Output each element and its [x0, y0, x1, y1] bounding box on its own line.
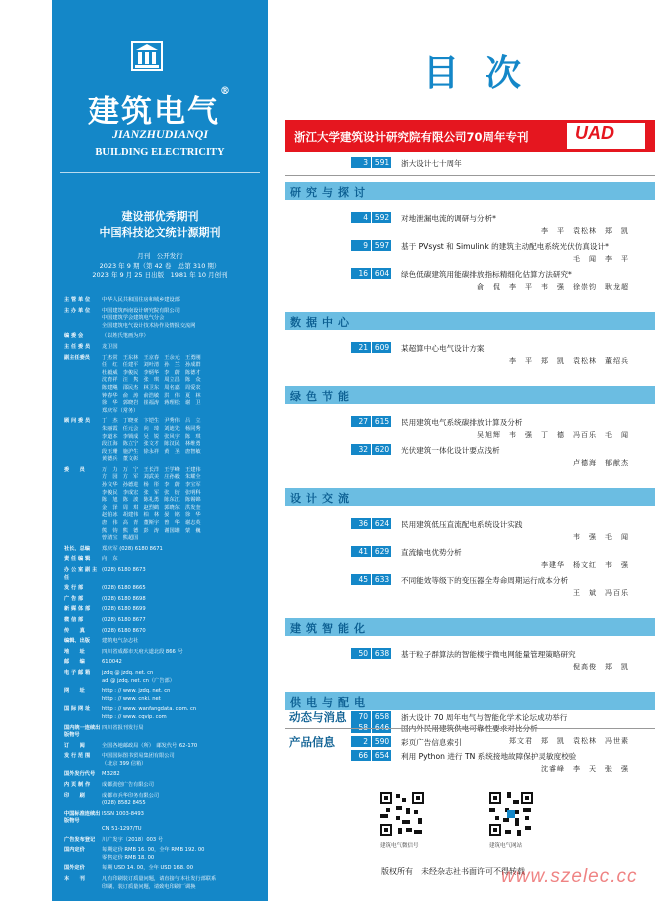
masthead-value: 建筑电气杂志社 — [102, 638, 139, 645]
section-name: 数据中心 — [290, 316, 354, 329]
masthead-row — [64, 441, 264, 449]
masthead-value: (028) 6180 8670 — [102, 627, 146, 634]
section-name: 设计交流 — [290, 492, 354, 505]
masthead-value: 四川省成都市天府大道北段 866 号 — [102, 648, 183, 655]
masthead-row — [64, 865, 264, 873]
masthead-value: 丁杰常 王东林 王京春 王余元 王勇刚 — [102, 354, 201, 361]
section-name: 供电与配电 — [290, 696, 370, 709]
issue-page: 3 — [363, 158, 368, 167]
masthead-row — [64, 800, 264, 808]
masthead-value: 印刷、装订质量问题，请致电印刷厂调换 — [102, 883, 196, 890]
masthead-label — [64, 678, 102, 686]
masthead-value: 中国建筑学会建筑电气分会 — [102, 315, 165, 322]
masthead-row — [64, 497, 264, 505]
toc-entry-authors: 俞 侃 李 平 韦 强 徐崇钧 耿龙超 — [477, 283, 629, 291]
section-name: 建筑智能化 — [290, 622, 370, 635]
masthead-value: 唐 伟 高 青 董斯宇 曾 华 谢志英 — [102, 520, 201, 527]
masthead-row — [64, 855, 264, 863]
masthead-row — [64, 474, 264, 482]
masthead-label: 广告发布登记 — [64, 836, 96, 843]
toc-entry-title[interactable]: 光伏建筑一体化设计要点浅析 — [401, 446, 500, 455]
toc-entry-title[interactable]: 基于粒子群算法的智能楼宇微电网能量管理策略研究 — [401, 650, 576, 659]
magazine-logo-icon — [130, 40, 164, 72]
section-header — [285, 692, 655, 710]
masthead-row — [64, 837, 264, 845]
toc-entry-authors: 李建华 杨文红 韦 强 — [541, 561, 629, 569]
masthead-value: http : // www. wanfangdata. com. cn — [102, 706, 197, 713]
issue-page: 4 — [363, 213, 368, 222]
masthead-value: (028) 6180 8665 — [102, 585, 146, 592]
masthead-row — [64, 606, 264, 614]
toc-entry-title[interactable]: 民用建筑低压直流配电系统设计实践 — [401, 520, 523, 529]
banner-text: 浙江大学建筑设计研究院有限公司70周年专刊 — [294, 130, 529, 144]
section-name: 产品信息 — [289, 735, 335, 749]
toc-entry-authors: 吴旭辉 韦 强 丁 德 冯百乐 毛 闻 — [477, 431, 629, 439]
masthead-value: 方 园 方 军 刘武美 庄孙毅 朱耀全 — [102, 474, 201, 481]
toc-entry-title[interactable]: 某超算中心电气设计方案 — [401, 344, 485, 353]
masthead-label: 中国标准连续出版物号 — [64, 810, 101, 825]
masthead-row — [64, 520, 264, 528]
masthead-label: 订 阅 — [64, 742, 85, 749]
masthead-row — [64, 696, 264, 704]
masthead-value: 中华人民共和国住房和城乡建设部 — [102, 297, 180, 303]
masthead-label: 新 媒 体 部 — [64, 606, 91, 613]
masthead-label — [64, 800, 102, 808]
masthead-label — [64, 400, 102, 408]
masthead-label — [64, 362, 102, 370]
masthead-row — [64, 585, 264, 593]
page-number-badge[interactable] — [351, 574, 391, 585]
masthead-row — [64, 377, 264, 385]
masthead-value: 郑庆军 (028) 6180 8671 — [102, 545, 163, 552]
masthead-label — [64, 456, 102, 464]
toc-entry-authors: 李 平 袁松林 郑 凯 — [541, 227, 629, 235]
masthead-row — [64, 393, 264, 401]
rule-line — [285, 175, 655, 176]
masthead-label: 内 页 制 作 — [64, 782, 91, 789]
masthead-value: 李道本 李锁成 吴 锐 张风宇 陈 琪 — [102, 433, 201, 440]
page-number-badge[interactable] — [351, 444, 391, 455]
toc-entry-title[interactable]: 利用 Python 进行 TN 系统接地故障保护灵敏度校验 — [401, 752, 577, 761]
issue-page: 41 — [358, 547, 368, 556]
masthead-label — [64, 426, 102, 434]
masthead-row — [64, 426, 264, 434]
masthead-value: http : // www. cnki. net — [102, 695, 161, 702]
magazine-brand: 建筑电气® — [88, 86, 232, 130]
masthead-row — [64, 659, 264, 667]
masthead-row — [64, 771, 264, 779]
masthead-row — [64, 847, 264, 855]
masthead-value: (028) 6180 8698 — [102, 595, 146, 602]
magazine-english-name: BUILDING ELECTRICITY — [95, 147, 225, 158]
masthead-row — [64, 400, 264, 408]
masthead-value: 段玉珊 施沪生 徐永祥 黄 圣 唐智敏 — [102, 448, 201, 455]
masthead-row — [64, 596, 264, 604]
toc-entry-title[interactable]: 直流输电优势分析 — [401, 548, 462, 557]
section-header — [285, 312, 655, 330]
masthead-row — [64, 649, 264, 657]
issue-page: 36 — [358, 519, 368, 528]
masthead-row — [64, 556, 264, 564]
page-number-badge[interactable] — [351, 546, 391, 557]
masthead-label — [64, 826, 102, 834]
cover-left-panel — [52, 0, 268, 901]
masthead-row — [64, 782, 264, 790]
page-number-badge[interactable] — [351, 342, 391, 353]
toc-entry-authors: 倪高俊 郑 凯 — [573, 663, 629, 671]
masthead-row — [64, 714, 264, 722]
masthead-label — [64, 528, 102, 536]
masthead-row — [64, 297, 264, 305]
page-number-badge[interactable] — [351, 416, 391, 427]
masthead-value: 中国建筑西南设计研究院有限公司 — [102, 307, 180, 314]
masthead-value: http : // www. cqvip. com — [102, 713, 167, 720]
toc-entry-title[interactable]: 浙大设计 70 周年电气与智能化学术论坛成功举行 — [401, 713, 568, 722]
masthead-row — [64, 512, 264, 520]
masthead-label: 广 告 部 — [64, 595, 84, 602]
volume-page: 609 — [371, 342, 392, 353]
toc-entry-title[interactable]: 对地泄漏电流的调研与分析* — [401, 214, 496, 223]
masthead-label — [64, 482, 102, 490]
masthead-label: 印 刷 — [64, 792, 85, 799]
masthead-value: (028) 6180 8677 — [102, 616, 146, 623]
masthead-label — [64, 393, 102, 401]
masthead-row — [64, 385, 264, 393]
masthead-label — [64, 315, 102, 323]
masthead-value: ad @ jzdq. net. cn（广告部） — [102, 677, 175, 684]
masthead-value: (028) 8582 8455 — [102, 800, 146, 807]
issue-page: 27 — [358, 417, 368, 426]
masthead-row — [64, 449, 264, 457]
masthead-label: 编辑、出版 — [64, 638, 90, 645]
issue-page: 16 — [358, 269, 368, 278]
volume-page: 624 — [371, 518, 392, 529]
masthead-value: 熊 钧 熊 德 彭 涛 谢国雄 蒙 巍 — [102, 527, 201, 534]
divider — [60, 172, 260, 173]
uad-logo-text: UAD — [575, 123, 614, 143]
masthead-value: 丁 杰 丁晓亚 卞铠生 尹秀伟 吕 立 — [102, 418, 201, 425]
qr-label-wechat: 建筑电气微信号 — [380, 843, 419, 849]
masthead-label: 委 员 — [64, 466, 85, 473]
volume-page: 591 — [371, 157, 392, 168]
masthead-value: （以姓氏笔画为序） — [102, 333, 149, 340]
masthead-label: 国 际 网 址 — [64, 706, 91, 713]
masthead-row — [64, 811, 264, 826]
masthead-value: 610042 — [102, 659, 122, 666]
masthead-value: 孙文华 孙德进 杨 彤 李 蔚 李宝军 — [102, 482, 201, 489]
masthead-value: 川广发字（2018）003 号 — [102, 836, 164, 843]
masthead-value: 赵伯冰 胡建伟 柏 林 晏 铭 徐 华 — [102, 512, 201, 519]
masthead-label: 主 任 委 员 — [64, 343, 91, 350]
masthead-value: 凡有印刷装订质量问题，请直接与本社发行部联系 — [102, 876, 217, 882]
section-header — [285, 182, 655, 200]
masthead-label: 电 子 邮 箱 — [64, 669, 91, 676]
table-of-contents — [283, 0, 661, 901]
masthead-value: (028) 6180 8673 — [102, 567, 146, 573]
masthead-row — [64, 408, 264, 416]
special-issue-banner — [285, 120, 655, 152]
masthead-label — [64, 714, 102, 722]
section-name: 绿色节能 — [290, 390, 354, 403]
masthead-label: 传 真 — [64, 627, 85, 634]
masthead-value: 零售定价 RMB 18. 00 — [102, 854, 155, 861]
masthead-value: (028) 6180 8699 — [102, 606, 146, 613]
volume-page: 592 — [371, 212, 392, 223]
masthead-label — [64, 408, 102, 416]
rule-line — [285, 728, 655, 729]
page-number-badge[interactable] — [351, 736, 391, 747]
toc-entry-title[interactable]: 彩页广告信息索引 — [401, 738, 462, 747]
issue-page: 21 — [358, 343, 368, 352]
masthead-row — [64, 567, 264, 582]
page-number-badge[interactable] — [351, 518, 391, 529]
issue-page: 70 — [358, 712, 368, 721]
masthead-row — [64, 725, 264, 740]
masthead-label: 邮 编 — [64, 659, 85, 666]
rank-line-2: 中国科技论文统计源期刊 — [99, 226, 221, 239]
qr-code-icon — [487, 790, 535, 838]
qr-label-website: 建筑电气网站 — [489, 843, 523, 849]
masthead-value: 金 泽 周 琪 赵烈鹤 郭晓东 洪发奎 — [102, 504, 201, 511]
masthead-label — [64, 490, 102, 498]
masthead-label — [64, 441, 102, 449]
masthead-row — [64, 688, 264, 696]
masthead-value: jzdq @ jzdq. net. cn — [102, 669, 154, 676]
toc-entry-title[interactable]: 浙大设计七十周年 — [401, 159, 462, 168]
masthead-label: 微 信 部 — [64, 616, 84, 623]
masthead-value: 每期定价 RMB 16. 00，全年 RMB 192. 00 — [102, 847, 205, 854]
volume-page: 633 — [371, 574, 392, 585]
masthead-list — [64, 297, 264, 891]
masthead-row — [64, 333, 264, 341]
masthead-row — [64, 482, 264, 490]
masthead-label: 地 址 — [64, 648, 85, 655]
masthead-row — [64, 546, 264, 554]
issue-info: 月刊 公开发行 2023 年 9 期（第 42 卷 总第 310 期） 2023 年 9 月 25 日出版 1981 年 10 月创刊 — [92, 252, 228, 279]
masthead-label: 国内统一连续出版物号 — [64, 724, 101, 739]
page-number-badge[interactable] — [351, 711, 391, 722]
page-number-badge[interactable] — [351, 750, 391, 761]
toc-entry-title[interactable]: 基于 PVsyst 和 Simulink 的建筑主动配电系统光伏仿真设计* — [401, 242, 609, 251]
masthead-row — [64, 876, 264, 884]
masthead-row — [64, 456, 264, 464]
toc-entry-authors: 毛 闻 李 平 — [573, 255, 629, 263]
masthead-value: CN 51-1297/TU — [102, 826, 142, 833]
issue-page: 32 — [358, 445, 368, 454]
masthead-label: 责 任 编 辑 — [64, 556, 91, 563]
masthead-value: 曾清宝 熊超国 — [102, 535, 139, 542]
masthead-label — [64, 884, 102, 892]
volume-page: 597 — [371, 240, 392, 251]
toc-entry-title[interactable]: 不同能效等级下的变压器全寿命周期运行成本分析 — [401, 576, 569, 585]
masthead-value: 李俊民 李成宏 张 军 张 衍 张明科 — [102, 489, 201, 496]
masthead-label — [64, 696, 102, 704]
watermark: www.szelec.cc — [501, 866, 638, 887]
masthead-value: 沈育祥 汪 隽 张 琪 周立昌 陈 众 — [102, 377, 201, 384]
toc-entry-authors: 李 平 郑 凯 袁松林 董绍兵 — [509, 357, 629, 365]
volume-page: 615 — [371, 416, 392, 427]
masthead-value: 中国国际图书贸易集团有限公司 — [102, 753, 175, 760]
masthead-row — [64, 638, 264, 646]
masthead-value: 任 红 任建平 刘叶清 孙 兰 孙成群 — [102, 362, 201, 369]
masthead-value: 四川省报刊发行局 — [102, 724, 144, 731]
rank-line-1: 建设部优秀期刊 — [121, 210, 199, 223]
uad-logo — [567, 123, 645, 149]
masthead-row — [64, 706, 264, 714]
masthead-row — [64, 826, 264, 834]
masthead-label — [64, 855, 102, 863]
issue-page: 50 — [358, 649, 368, 658]
masthead-value: 成都劲创广告有限公司 — [102, 782, 154, 789]
volume-page: 654 — [371, 750, 392, 761]
section-name: 动态与消息 — [289, 710, 347, 724]
masthead-row — [64, 793, 264, 801]
masthead-label — [64, 449, 102, 457]
masthead-value: 全国各地邮政局（所） 邮发代号 62-170 — [102, 742, 198, 749]
masthead-label: 社长、总编 — [64, 545, 90, 552]
masthead-row — [64, 344, 264, 352]
toc-entry-title[interactable]: 绿色低碳建筑用能碳排放指标精细化估算方法研究* — [401, 270, 572, 279]
masthead-label: 编 委 会 — [64, 333, 84, 340]
masthead-value: 钟春华 俞 涛 俞浩敏 洪 伟 夏 林 — [102, 392, 201, 399]
masthead-value: 郑庆军（常务） — [102, 407, 139, 414]
toc-entry-authors: 韦 强 毛 闻 — [573, 533, 629, 541]
masthead-value: 陈 旭 陈 波 陈礼勇 陈东江 陈锡锦 — [102, 497, 201, 504]
masthead-label — [64, 370, 102, 378]
masthead-row — [64, 884, 264, 892]
masthead-label — [64, 520, 102, 528]
masthead-value: 徐 华 郭晓岩 崔福涛 蒋理松 谢 卫 — [102, 400, 201, 407]
masthead-value: 朱丽霞 任元会 向 琦 刘迪先 杨同秀 — [102, 425, 201, 432]
masthead-label — [64, 385, 102, 393]
masthead-row — [64, 528, 264, 536]
masthead-row — [64, 434, 264, 442]
section-name: 研究与探讨 — [290, 186, 370, 199]
masthead-value: http : // www. jzdq. net. cn — [102, 688, 171, 695]
masthead-row — [64, 617, 264, 625]
magazine-pinyin: JIANZHUDIANQI — [111, 127, 208, 141]
masthead-value: 向 东 — [102, 556, 118, 563]
masthead-label — [64, 323, 102, 331]
masthead-value: 黄德兵 董文彰 — [102, 456, 139, 463]
masthead-value: 每期 USD 14. 00，全年 USD 168. 00 — [102, 865, 194, 872]
masthead-label: 本 刊 — [64, 876, 85, 882]
copyright-notice: 版权所有 未经杂志社书面许可不得转载 — [381, 867, 525, 876]
masthead-row — [64, 535, 264, 543]
toc-entry-authors: 沈睿峰 李 天 张 强 — [541, 765, 629, 773]
masthead-row — [64, 308, 264, 316]
masthead-label — [64, 474, 102, 482]
issue-page: 66 — [358, 751, 368, 760]
masthead-row — [64, 323, 264, 331]
masthead-label — [64, 505, 102, 513]
page-number-badge[interactable] — [351, 648, 391, 659]
masthead-label: 国外定价 — [64, 865, 85, 872]
page-number-badge[interactable] — [351, 157, 391, 168]
masthead-label: 顾 问 委 员 — [64, 418, 91, 425]
toc-entry-authors: 郑文君 郑 凯 袁松林 冯世素 — [509, 737, 629, 745]
masthead-value: ISSN 1003-8493 — [102, 810, 144, 817]
qr-code-icon — [378, 790, 426, 838]
masthead-label — [64, 377, 102, 385]
toc-entry-authors: 卢德海 郁献杰 — [573, 459, 629, 467]
masthead-label — [64, 512, 102, 520]
masthead-label: 网 址 — [64, 688, 85, 695]
issue-page: 45 — [358, 575, 368, 584]
volume-page: 658 — [371, 711, 392, 722]
masthead-value: （北京 399 信箱） — [102, 760, 147, 767]
masthead-row — [64, 670, 264, 678]
masthead-label: 发 行 部 — [64, 585, 84, 592]
masthead-value: 万 力 万 宁 王长洋 王学峰 王建伟 — [102, 466, 201, 473]
masthead-value: 全国建筑电气设计技术协作及情报交流网 — [102, 322, 196, 329]
masthead-label: 办 公 室 副 主 任 — [64, 567, 98, 581]
masthead-label — [64, 497, 102, 505]
volume-page: 638 — [371, 648, 392, 659]
masthead-label: 国外发行代号 — [64, 771, 96, 778]
toc-title: 目次 — [423, 52, 548, 94]
masthead-label — [64, 434, 102, 442]
section-header — [285, 618, 655, 636]
issue-page: 9 — [363, 241, 368, 250]
masthead-row — [64, 678, 264, 686]
masthead-row — [64, 315, 264, 323]
masthead-row — [64, 753, 264, 761]
masthead-label: 主 办 单 位 — [64, 307, 91, 314]
volume-page: 590 — [371, 736, 392, 747]
masthead-label: 主 管 单 位 — [64, 297, 91, 303]
masthead-row — [64, 418, 264, 426]
masthead-value: 杜毅威 李俊民 李炳华 李 蔚 陈德才 — [102, 369, 201, 376]
toc-entry-title[interactable]: 民用建筑电气系统碳排放计算及分析 — [401, 418, 523, 427]
masthead-label — [64, 761, 102, 769]
masthead-label — [64, 535, 102, 543]
volume-page: 620 — [371, 444, 392, 455]
toc-entry-authors: 王 斌 冯百乐 — [573, 589, 629, 597]
masthead-value: 成都市兵华印务有限公司 — [102, 792, 160, 799]
volume-page: 629 — [371, 546, 392, 557]
page-number-badge[interactable] — [351, 268, 391, 279]
page-number-badge[interactable] — [351, 240, 391, 251]
issue-page: 2 — [363, 737, 368, 746]
masthead-label: 发 行 范 围 — [64, 753, 91, 760]
section-header — [285, 386, 655, 404]
masthead-row — [64, 362, 264, 370]
masthead-row — [64, 628, 264, 636]
masthead-label: 国内定价 — [64, 847, 85, 854]
masthead-value: 段江海 陈立宁 张文才 陈汉民 林维勇 — [102, 441, 201, 448]
masthead-value: 陈建飚 邵民杰 林卫东 周名嘉 周爱农 — [102, 384, 201, 391]
masthead-label: 副主任委员 — [64, 354, 90, 361]
masthead-value: 龙卫国 — [102, 343, 118, 350]
masthead-value: M3282 — [102, 771, 120, 778]
section-header — [285, 488, 655, 506]
masthead-row — [64, 761, 264, 769]
volume-page: 604 — [371, 268, 392, 279]
masthead-row — [64, 743, 264, 751]
page-number-badge[interactable] — [351, 212, 391, 223]
